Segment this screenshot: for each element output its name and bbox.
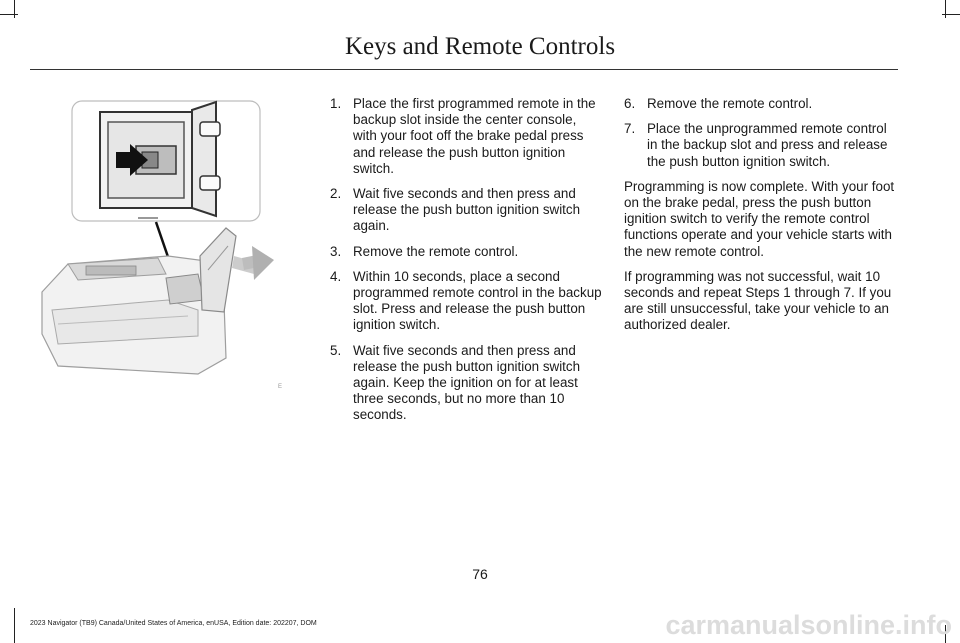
crop-mark-top-right-h xyxy=(942,14,960,15)
page-title: Keys and Remote Controls xyxy=(344,33,616,60)
crop-mark-top-left-h xyxy=(0,14,18,15)
left-column xyxy=(330,96,602,433)
step-number: 3. xyxy=(330,243,342,259)
title-divider xyxy=(30,69,898,70)
steps-list-right xyxy=(624,96,898,170)
list-item xyxy=(330,96,602,177)
steps-list-left xyxy=(330,96,602,424)
crop-mark-bottom-left-v xyxy=(14,608,15,643)
step-number: 4. xyxy=(330,268,342,284)
list-item xyxy=(330,269,602,334)
step-text: Remove the remote control. xyxy=(647,96,813,111)
list-item xyxy=(330,186,602,235)
watermark: carmanualsonline.info xyxy=(665,610,952,640)
step-number: 1. xyxy=(330,96,342,111)
list-item xyxy=(330,343,602,424)
step-text: Remove the remote control. xyxy=(353,243,519,259)
list-item xyxy=(624,96,898,112)
list-item xyxy=(330,244,602,260)
step-text: Within 10 seconds, place a second programmed remote control in the backup slot. Press and release the push button ignition switch. xyxy=(353,268,602,333)
console-lid-open xyxy=(200,228,236,312)
step-text: Wait five seconds and then press and release the push button ignition switch again. Keep the ignition on for at least three seconds, but no more than 10 seconds. xyxy=(353,342,581,423)
crop-mark-top-right-v xyxy=(945,0,946,18)
step-number: 2. xyxy=(330,186,342,202)
console-backup-slot-illustration xyxy=(38,96,288,396)
inset-console-lid xyxy=(192,102,216,216)
list-item xyxy=(624,121,898,170)
paragraph-programming-complete: Programming is now complete. With your foot on the brake pedal, press the push button ignition switch to verify the remote control functions operate and your vehicle starts with the new remote control. xyxy=(624,178,895,259)
step-number: 7. xyxy=(624,121,636,137)
crop-mark-top-left-v xyxy=(14,0,15,18)
step-text: Place the unprogrammed remote control in the backup slot and press and release the push button ignition switch. xyxy=(647,121,888,169)
remove-direction-arrow-icon xyxy=(232,246,274,280)
step-text: Wait five seconds and then press and release the push button ignition switch again. xyxy=(353,186,581,234)
page-number: 76 xyxy=(472,566,488,582)
paragraph-programming-failed: If programming was not successful, wait 10 seconds and repeat Steps 1 through 7. If you are still unsuccessful, take your vehicle to an authorized dealer. xyxy=(624,268,892,333)
footer-edition-info: 2023 Navigator (TB9) Canada/United States of America, enUSA, Edition date: 202207, DOM xyxy=(30,620,317,627)
right-column xyxy=(624,96,898,343)
step-number: 6. xyxy=(624,96,636,111)
step-text: Place the first programmed remote in the backup slot inside the center console, with your foot off the brake pedal press and release the push button ignition switch. xyxy=(353,96,596,176)
figure-image-code: E xyxy=(278,384,283,390)
step-number: 5. xyxy=(330,342,342,358)
